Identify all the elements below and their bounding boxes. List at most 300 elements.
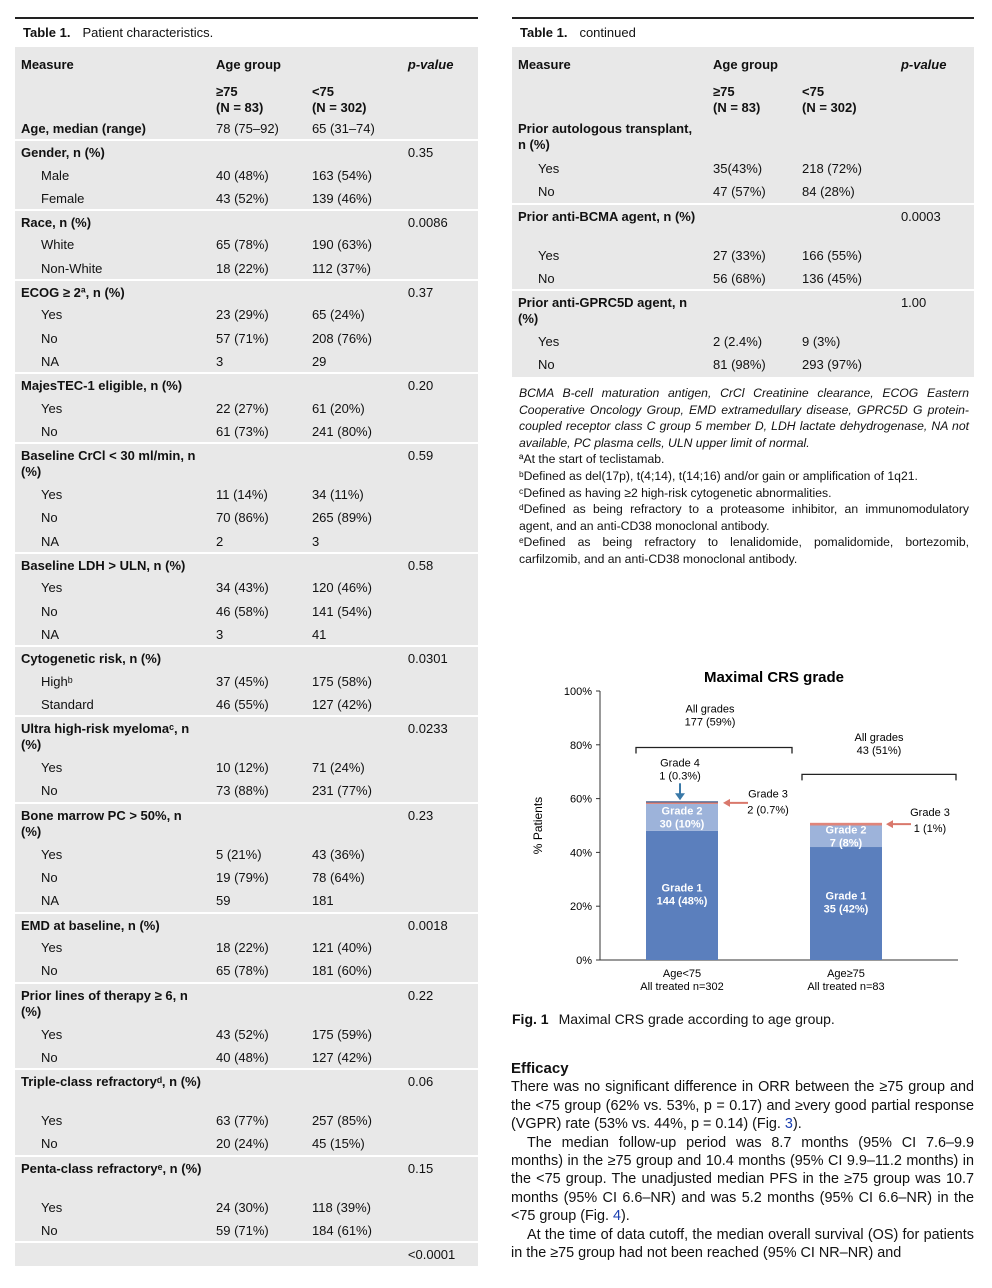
subheader-group-75plus bbox=[210, 73, 306, 117]
row-label: Yes bbox=[41, 760, 63, 776]
table-row bbox=[15, 210, 478, 233]
bar-label-grade2-name: Grade 2 bbox=[825, 824, 867, 837]
efficacy-p1-end: ). bbox=[792, 1116, 802, 1133]
row-label: Prior autologous transplant, n (%) bbox=[518, 121, 693, 152]
row-value-under75: 257 (85%) bbox=[311, 1113, 372, 1129]
row-label: Bone marrow PC > 50%, n (%) bbox=[21, 807, 182, 839]
row-pvalue: 0.15 bbox=[407, 1160, 434, 1176]
row-pvalue bbox=[402, 303, 478, 326]
bar-label-grade1-name: Grade 1 bbox=[661, 882, 703, 895]
row-pvalue: <0.0001 bbox=[407, 1247, 456, 1263]
row-value-under75 bbox=[306, 373, 402, 396]
efficacy-p1-text: There was no significant difference in ORR between the ≥75 group and the <75 group (62% vs. 53%, p = 0.17) and ≥very good partial response (VGPR) rate (53% vs. 44%, p = 0.14) (Fig. bbox=[511, 1079, 974, 1133]
bar-label-grade2-value: 30 (10%) bbox=[659, 818, 705, 831]
row-pvalue bbox=[895, 180, 974, 203]
table-footnotes bbox=[519, 385, 969, 568]
row-value-under75: 175 (59%) bbox=[311, 1026, 372, 1042]
bar-label-grade1-value: 144 (48%) bbox=[656, 895, 708, 908]
row-pvalue bbox=[402, 779, 478, 802]
row-label: No bbox=[538, 184, 555, 200]
table-row bbox=[15, 443, 478, 483]
table-row bbox=[15, 1109, 478, 1132]
bar-grade-4 bbox=[646, 801, 718, 802]
footnote-b: ᵇDefined as del(17p), t(4;14), t(14;16) and/or gain or amplification of 1q21. bbox=[519, 468, 918, 483]
row-value-75plus: 3 bbox=[216, 353, 224, 369]
row-label: EMD at baseline, n (%) bbox=[21, 917, 160, 933]
row-value-under75: 65 (24%) bbox=[311, 307, 365, 323]
row-pvalue: 0.58 bbox=[407, 558, 434, 574]
table-row bbox=[15, 506, 478, 529]
grade3-arrow-head bbox=[886, 820, 893, 828]
table-row bbox=[15, 779, 478, 802]
table-body bbox=[512, 47, 974, 377]
bar-label-grade1-name: Grade 1 bbox=[825, 890, 867, 903]
table-row bbox=[15, 623, 478, 646]
row-value-under75 bbox=[796, 117, 895, 157]
row-label: No bbox=[41, 1049, 58, 1065]
g2-line2: (N = 302) bbox=[311, 100, 367, 115]
table-row bbox=[512, 117, 974, 157]
row-value-under75: 166 (55%) bbox=[802, 247, 862, 263]
bar-label-grade2-name: Grade 2 bbox=[661, 805, 703, 818]
row-value-under75: 112 (37%) bbox=[311, 260, 371, 276]
table-header-row bbox=[512, 47, 974, 73]
row-value-under75 bbox=[306, 803, 402, 843]
grade3-label-value: 1 (1%) bbox=[913, 823, 947, 836]
table-row bbox=[512, 180, 974, 203]
row-value-75plus: 24 (30%) bbox=[216, 1199, 269, 1215]
row-value-under75: 84 (28%) bbox=[802, 184, 855, 200]
table-caption bbox=[15, 19, 478, 47]
table-row bbox=[15, 117, 478, 140]
row-value-75plus bbox=[210, 140, 306, 163]
table-subheader-row bbox=[15, 73, 478, 117]
row-value-75plus: 46 (55%) bbox=[216, 696, 269, 712]
row-value-under75: 163 (54%) bbox=[311, 167, 372, 183]
subheader-empty bbox=[512, 73, 707, 117]
row-value-75plus: 73 (88%) bbox=[216, 783, 269, 799]
row-pvalue: 0.0233 bbox=[407, 721, 448, 737]
subheader-empty-p bbox=[895, 73, 974, 117]
row-value-75plus: 2 (2.4%) bbox=[713, 334, 763, 350]
row-value-under75 bbox=[796, 290, 895, 330]
row-value-75plus: 43 (52%) bbox=[216, 1026, 269, 1042]
efficacy-section bbox=[511, 1060, 974, 1262]
footnote-e: ᵉDefined as being refractory to lenalidomide, pomalidomide, bortezomib, carfilzomib, and an anti-CD38 monoclonal antibody. bbox=[519, 535, 969, 566]
row-pvalue bbox=[402, 693, 478, 716]
table-row bbox=[15, 670, 478, 693]
row-label: Yes bbox=[41, 1199, 63, 1215]
efficacy-p2-end: ). bbox=[621, 1208, 630, 1225]
row-pvalue bbox=[402, 1023, 478, 1046]
row-pvalue: 0.59 bbox=[407, 448, 434, 464]
row-value-75plus bbox=[707, 290, 796, 330]
row-label: Yes bbox=[41, 400, 63, 416]
figure-3-link[interactable]: 3 bbox=[784, 1116, 793, 1133]
subheader-empty-p bbox=[402, 73, 478, 117]
row-label: Male bbox=[41, 167, 70, 183]
table1-rows bbox=[15, 117, 478, 1266]
grade4-label-name: Grade 4 bbox=[660, 757, 700, 770]
table-caption bbox=[512, 19, 974, 47]
table-row bbox=[15, 373, 478, 396]
row-label: Prior anti-GPRC5D agent, n (%) bbox=[518, 295, 688, 327]
table-caption-text: Patient characteristics. bbox=[82, 25, 214, 40]
subheader-group-under75 bbox=[306, 73, 402, 117]
row-label: NA bbox=[41, 353, 60, 369]
y-tick-label: 100% bbox=[563, 686, 592, 698]
row-pvalue bbox=[895, 330, 974, 353]
table-row bbox=[15, 1132, 478, 1155]
table-row bbox=[15, 1023, 478, 1046]
g1-line1: ≥75 bbox=[713, 84, 735, 99]
row-value-under75 bbox=[306, 983, 402, 1023]
row-pvalue bbox=[402, 350, 478, 373]
row-pvalue bbox=[402, 600, 478, 623]
row-pvalue: 0.22 bbox=[407, 987, 434, 1003]
total-label-line1: All grades bbox=[854, 731, 904, 744]
row-pvalue bbox=[402, 623, 478, 646]
category-label-line2: All treated n=302 bbox=[640, 981, 724, 993]
table-row bbox=[15, 303, 478, 326]
table-row bbox=[15, 280, 478, 303]
table-row bbox=[15, 913, 478, 936]
table-row bbox=[15, 483, 478, 506]
row-value-75plus: 27 (33%) bbox=[713, 247, 766, 263]
row-label: Baseline CrCl < 30 ml/min, n (%) bbox=[21, 448, 196, 480]
table-row bbox=[15, 1156, 478, 1196]
table-header-row bbox=[15, 47, 478, 73]
row-value-under75: 61 (20%) bbox=[311, 400, 365, 416]
table-row bbox=[15, 257, 478, 280]
row-label: No bbox=[41, 423, 58, 439]
row-pvalue bbox=[895, 267, 974, 290]
table2-rows bbox=[512, 117, 974, 377]
row-value-under75: 65 (31–74) bbox=[311, 121, 375, 136]
row-pvalue bbox=[402, 187, 478, 210]
table-row bbox=[15, 420, 478, 443]
table-subheader-row bbox=[512, 73, 974, 117]
total-label-line2: 43 (51%) bbox=[856, 744, 902, 757]
row-value-under75: 175 (58%) bbox=[311, 673, 372, 689]
row-label: Yes bbox=[538, 247, 560, 263]
row-pvalue bbox=[402, 397, 478, 420]
row-label: Penta-class refractoryᵉ, n (%) bbox=[21, 1160, 202, 1176]
row-value-75plus: 57 (71%) bbox=[216, 330, 269, 346]
subheader-empty bbox=[15, 73, 210, 117]
row-label: NA bbox=[41, 893, 60, 909]
table-row bbox=[15, 1196, 478, 1219]
row-value-under75: 29 bbox=[311, 353, 327, 369]
row-value-under75: 127 (42%) bbox=[311, 696, 372, 712]
figure-label: Fig. 1 bbox=[512, 1011, 549, 1027]
row-value-75plus: 81 (98%) bbox=[713, 357, 766, 373]
header-measure: Measure bbox=[518, 57, 571, 72]
row-label: Standard bbox=[41, 696, 94, 712]
row-label: MajesTEC-1 eligible, n (%) bbox=[21, 378, 183, 394]
header-age-group: Age group bbox=[713, 57, 778, 72]
row-pvalue bbox=[402, 670, 478, 693]
row-pvalue bbox=[895, 353, 974, 376]
row-value-75plus: 2 bbox=[216, 533, 224, 549]
row-label: Yes bbox=[41, 487, 63, 503]
g1-line1: ≥75 bbox=[216, 84, 238, 99]
row-value-75plus: 20 (24%) bbox=[216, 1136, 269, 1152]
row-pvalue: 1.00 bbox=[900, 295, 927, 311]
table-body bbox=[15, 47, 478, 1266]
row-value-75plus: 43 (52%) bbox=[216, 190, 269, 206]
table-caption-text: continued bbox=[579, 25, 636, 40]
row-value-75plus bbox=[210, 210, 306, 233]
table-row bbox=[15, 600, 478, 623]
efficacy-paragraph-2 bbox=[511, 1134, 974, 1226]
row-value-75plus: 63 (77%) bbox=[216, 1113, 269, 1129]
table-row bbox=[15, 646, 478, 669]
y-tick-label: 80% bbox=[569, 739, 592, 752]
row-label: Yes bbox=[41, 307, 63, 323]
chart-title: Maximal CRS grade bbox=[703, 669, 845, 686]
row-value-75plus bbox=[210, 716, 306, 756]
row-value-75plus: 3 bbox=[216, 626, 224, 642]
table-caption-label: Table 1. bbox=[23, 25, 71, 40]
row-pvalue bbox=[402, 1219, 478, 1242]
grade4-arrow-head bbox=[675, 793, 685, 800]
row-value-under75: 265 (89%) bbox=[311, 510, 372, 526]
row-label: No bbox=[41, 1222, 58, 1238]
table-row bbox=[15, 553, 478, 576]
table-row bbox=[15, 843, 478, 866]
table-continued bbox=[512, 17, 974, 377]
row-pvalue bbox=[402, 866, 478, 889]
row-value-75plus bbox=[707, 117, 796, 157]
row-pvalue bbox=[402, 1132, 478, 1155]
row-value-under75 bbox=[306, 913, 402, 936]
row-value-under75 bbox=[306, 280, 402, 303]
row-label: No bbox=[41, 1136, 58, 1152]
row-label bbox=[15, 1242, 210, 1265]
table-row bbox=[512, 290, 974, 330]
table-row bbox=[15, 756, 478, 779]
table-row bbox=[15, 1242, 478, 1265]
row-label: Yes bbox=[41, 1113, 63, 1129]
row-label: NA bbox=[41, 533, 60, 549]
row-value-75plus: 46 (58%) bbox=[216, 603, 269, 619]
row-value-75plus: 59 bbox=[216, 893, 231, 909]
grade3-label-name: Grade 3 bbox=[910, 807, 950, 820]
row-label: Gender, n (%) bbox=[21, 145, 105, 161]
grade3-arrow-head bbox=[723, 799, 730, 807]
row-value-75plus bbox=[210, 803, 306, 843]
row-label: No bbox=[41, 870, 58, 886]
row-pvalue: 0.0301 bbox=[407, 651, 448, 667]
efficacy-heading: Efficacy bbox=[511, 1060, 569, 1077]
row-value-75plus: 22 (27%) bbox=[216, 400, 269, 416]
table-row bbox=[512, 267, 974, 290]
row-pvalue: 0.0086 bbox=[407, 215, 448, 231]
table-row bbox=[15, 983, 478, 1023]
row-value-75plus bbox=[210, 1242, 306, 1265]
row-value-75plus: 78 (75–92) bbox=[216, 121, 279, 136]
footnote-abbreviations: BCMA B-cell maturation antigen, CrCl Creatinine clearance, ECOG Eastern Cooperative Oncology Group, EMD extramedullary disease, GPRC5D G protein-coupled receptor class C group 5 member D, LDH lactate dehydrogenase, NA not available, PC plasma cells, ULN upper limit of normal. bbox=[519, 386, 969, 450]
total-label-line1: All grades bbox=[685, 703, 735, 716]
row-value-75plus: 10 (12%) bbox=[216, 760, 269, 776]
row-value-under75: 120 (46%) bbox=[311, 580, 372, 596]
row-value-75plus bbox=[210, 1156, 306, 1196]
row-value-under75: 218 (72%) bbox=[802, 161, 862, 176]
row-value-under75: 41 bbox=[311, 626, 327, 642]
row-value-under75: 34 (11%) bbox=[311, 487, 364, 503]
row-pvalue bbox=[895, 117, 974, 157]
total-bracket bbox=[636, 747, 792, 753]
footnote-d: ᵈDefined as being refractory to a proteasome inhibitor, an immunomodulatory agent, and an anti-CD38 monoclonal antibody. bbox=[519, 502, 969, 533]
table-row bbox=[15, 187, 478, 210]
table-row bbox=[15, 164, 478, 187]
table-row bbox=[15, 350, 478, 373]
row-label: Non-White bbox=[41, 260, 103, 276]
g2-line1: <75 bbox=[802, 84, 825, 99]
row-value-under75 bbox=[306, 716, 402, 756]
row-value-under75: 118 (39%) bbox=[311, 1199, 371, 1215]
row-pvalue bbox=[402, 530, 478, 553]
row-pvalue bbox=[402, 936, 478, 959]
row-label: Yes bbox=[538, 334, 560, 350]
row-label: Cytogenetic risk, n (%) bbox=[21, 651, 162, 667]
row-value-75plus bbox=[210, 1069, 306, 1109]
row-pvalue bbox=[402, 1109, 478, 1132]
row-pvalue bbox=[895, 157, 974, 180]
y-tick-label: 40% bbox=[569, 847, 592, 860]
row-label: ECOG ≥ 2ª, n (%) bbox=[21, 285, 125, 301]
row-pvalue bbox=[402, 1196, 478, 1219]
row-value-under75: 208 (76%) bbox=[311, 330, 372, 346]
row-value-under75 bbox=[306, 443, 402, 483]
grade4-label-value: 1 (0.3%) bbox=[659, 770, 701, 783]
row-label: Yes bbox=[41, 939, 63, 955]
table-row bbox=[15, 936, 478, 959]
row-value-under75: 184 (61%) bbox=[311, 1222, 372, 1238]
row-value-under75: 45 (15%) bbox=[311, 1136, 365, 1152]
table-row bbox=[512, 244, 974, 267]
total-label-line2: 177 (59%) bbox=[684, 716, 736, 729]
efficacy-paragraph-3: At the time of data cutoff, the median overall survival (OS) for patients in the ≥75 group had not been reached (95% CI NR–NR) and bbox=[511, 1226, 974, 1262]
row-value-under75: 121 (40%) bbox=[311, 939, 372, 955]
row-label: No bbox=[538, 270, 555, 286]
row-value-under75 bbox=[306, 1069, 402, 1109]
table-row bbox=[15, 1219, 478, 1242]
row-pvalue bbox=[402, 959, 478, 982]
category-label-line1: Age<75 bbox=[662, 968, 702, 980]
row-label: Highᵇ bbox=[41, 673, 73, 689]
row-value-under75: 127 (42%) bbox=[311, 1049, 372, 1065]
g2-line2: (N = 302) bbox=[802, 100, 857, 115]
efficacy-p2-text: The median follow-up period was 8.7 months (95% CI 7.6–9.9 months) in the ≥75 group and 10.4 months (95% CI 9.9–11.2 months) in the <75 group. The unadjusted median PFS in the ≥75 group was 10.7 months (95% CI 6.6–NR) and was 5.2 months (95% CI 6.6–NR) in the <75 group (Fig. bbox=[511, 1134, 974, 1225]
row-pvalue: 0.35 bbox=[407, 145, 434, 161]
row-label: No bbox=[41, 963, 58, 979]
table-row bbox=[15, 1069, 478, 1109]
header-pvalue: p-value bbox=[407, 57, 454, 72]
row-pvalue bbox=[402, 576, 478, 599]
figure-4-link[interactable]: 4 bbox=[613, 1208, 622, 1225]
row-label: Triple-class refractoryᵈ, n (%) bbox=[21, 1074, 201, 1090]
row-value-under75: 181 bbox=[311, 893, 334, 909]
row-value-75plus bbox=[210, 553, 306, 576]
row-value-under75 bbox=[306, 646, 402, 669]
row-label: No bbox=[41, 330, 58, 346]
row-label: Prior anti-BCMA agent, n (%) bbox=[518, 208, 696, 224]
row-value-75plus: 35(43%) bbox=[713, 161, 763, 176]
y-tick-label: 0% bbox=[576, 955, 592, 967]
row-value-under75: 9 (3%) bbox=[802, 334, 841, 350]
row-value-75plus bbox=[707, 204, 796, 244]
bar-label-grade1-value: 35 (42%) bbox=[823, 903, 869, 916]
row-value-75plus bbox=[210, 280, 306, 303]
table-caption-label: Table 1. bbox=[520, 25, 568, 40]
table-row bbox=[512, 157, 974, 180]
row-value-under75: 43 (36%) bbox=[311, 846, 365, 862]
row-value-75plus: 18 (22%) bbox=[216, 939, 269, 955]
table-row bbox=[15, 397, 478, 420]
category-label-line1: Age≥75 bbox=[827, 968, 865, 980]
row-value-75plus: 18 (22%) bbox=[216, 260, 269, 276]
row-value-under75: 190 (63%) bbox=[311, 237, 372, 253]
row-value-75plus bbox=[210, 373, 306, 396]
row-value-75plus: 19 (79%) bbox=[216, 870, 269, 886]
row-value-under75: 293 (97%) bbox=[802, 357, 862, 373]
row-pvalue bbox=[402, 756, 478, 779]
row-pvalue bbox=[402, 164, 478, 187]
footnote-c: ᶜDefined as having ≥2 high-risk cytogenetic abnormalities. bbox=[519, 485, 832, 500]
row-value-75plus: 56 (68%) bbox=[713, 270, 766, 286]
y-axis-label: % Patients bbox=[531, 796, 545, 855]
row-value-under75 bbox=[306, 210, 402, 233]
row-value-under75: 136 (45%) bbox=[802, 270, 862, 286]
figure-caption-text: Maximal CRS grade according to age group. bbox=[558, 1011, 835, 1027]
row-value-75plus bbox=[210, 646, 306, 669]
row-value-75plus bbox=[210, 443, 306, 483]
g1-line2: (N = 83) bbox=[713, 100, 761, 115]
row-value-75plus: 23 (29%) bbox=[216, 307, 269, 323]
row-pvalue bbox=[402, 117, 478, 140]
bar-label-grade2-value: 7 (8%) bbox=[829, 837, 863, 850]
row-value-75plus: 40 (48%) bbox=[216, 167, 269, 183]
subheader-group-under75 bbox=[796, 73, 895, 117]
row-value-75plus: 40 (48%) bbox=[216, 1049, 269, 1065]
row-pvalue: 0.0018 bbox=[407, 917, 448, 933]
grade3-label-name: Grade 3 bbox=[748, 788, 788, 801]
row-value-under75 bbox=[306, 1156, 402, 1196]
row-pvalue bbox=[402, 257, 478, 280]
table-row bbox=[15, 530, 478, 553]
grade3-label-value: 2 (0.7%) bbox=[747, 804, 789, 817]
row-value-75plus: 61 (73%) bbox=[216, 423, 269, 439]
crs-grade-chart bbox=[512, 660, 974, 1000]
row-value-75plus: 5 (21%) bbox=[216, 846, 262, 862]
row-value-75plus: 65 (78%) bbox=[216, 963, 269, 979]
row-label: Race, n (%) bbox=[21, 215, 92, 231]
row-label: No bbox=[41, 783, 58, 799]
table-row bbox=[512, 330, 974, 353]
y-tick-label: 20% bbox=[569, 901, 592, 914]
row-value-under75 bbox=[796, 204, 895, 244]
row-label: Baseline LDH > ULN, n (%) bbox=[21, 558, 186, 574]
row-label: Prior lines of therapy ≥ 6, n (%) bbox=[21, 987, 188, 1019]
g1-line2: (N = 83) bbox=[216, 100, 264, 115]
row-value-75plus: 70 (86%) bbox=[216, 510, 269, 526]
row-pvalue bbox=[402, 420, 478, 443]
table-row bbox=[512, 353, 974, 376]
row-pvalue bbox=[402, 233, 478, 256]
g2-line1: <75 bbox=[311, 84, 335, 99]
